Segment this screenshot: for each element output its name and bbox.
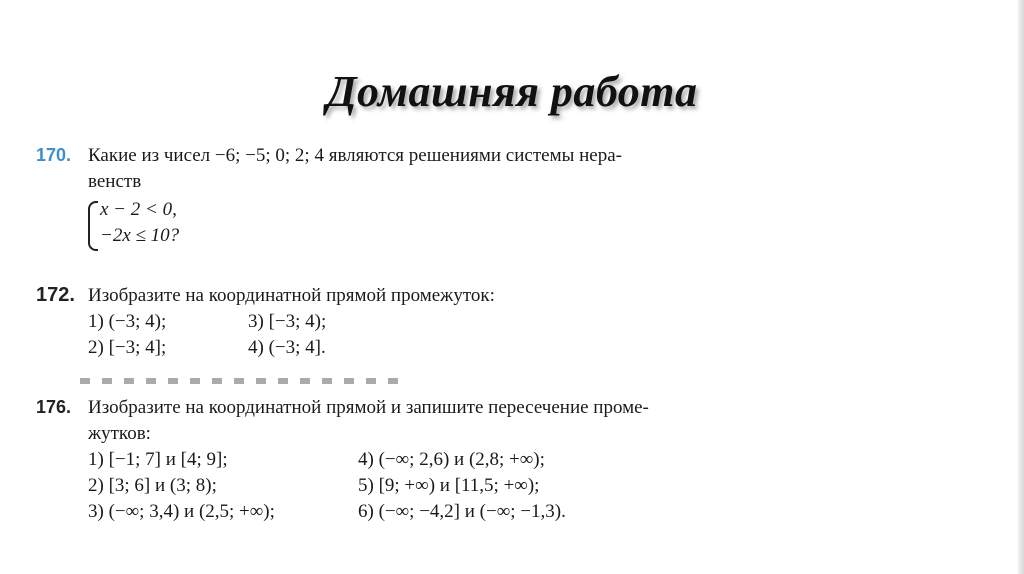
list-item: 6) (−∞; −4,2] и (−∞; −1,3). — [358, 501, 566, 522]
problem-172 — [36, 282, 756, 361]
items-row — [36, 499, 756, 525]
problem-text-continued: жутков: — [88, 423, 151, 444]
problem-170 — [36, 142, 756, 249]
inequality-1: x − 2 < 0, — [100, 199, 177, 220]
problem-170-line1 — [36, 142, 756, 169]
items-row — [36, 447, 756, 473]
list-item: 4) (−3; 4]. — [248, 337, 326, 358]
list-item: 1) [−1; 7] и [4; 9]; — [88, 449, 228, 470]
list-item: 3) [−3; 4); — [248, 311, 327, 332]
problem-text: Изобразите на координатной прямой промежуток: — [88, 285, 495, 306]
problem-number: 176. — [36, 397, 72, 417]
problem-text: Изобразите на координатной прямой и запишите пересечение проме- — [88, 397, 649, 418]
items-row — [36, 309, 756, 335]
problem-172-line1 — [36, 282, 756, 309]
inequality-system — [88, 197, 756, 249]
problem-number: 170. — [36, 145, 72, 165]
items-row — [36, 335, 756, 361]
curly-brace-icon — [88, 201, 98, 251]
list-item: 2) [−3; 4]; — [88, 337, 167, 358]
slide-title: Домашняя работа — [326, 67, 698, 116]
problem-text: Какие из чисел −6; −5; 0; 2; 4 являются решениями системы нера- — [88, 145, 622, 166]
problem-176 — [36, 394, 756, 525]
list-item: 2) [3; 6] и (3; 8); — [88, 475, 217, 496]
list-item: 4) (−∞; 2,6) и (2,8; +∞); — [358, 449, 545, 470]
items-row — [36, 473, 756, 499]
problem-number: 172. — [36, 284, 75, 306]
problem-text-continued: венств — [88, 171, 142, 192]
scan-artifact — [80, 378, 410, 384]
inequality-2: −2x ≤ 10? — [100, 225, 180, 246]
list-item: 3) (−∞; 3,4) и (2,5; +∞); — [88, 501, 275, 522]
list-item: 1) (−3; 4); — [88, 311, 167, 332]
problem-176-line1 — [36, 394, 756, 421]
list-item: 5) [9; +∞) и [11,5; +∞); — [358, 475, 540, 496]
